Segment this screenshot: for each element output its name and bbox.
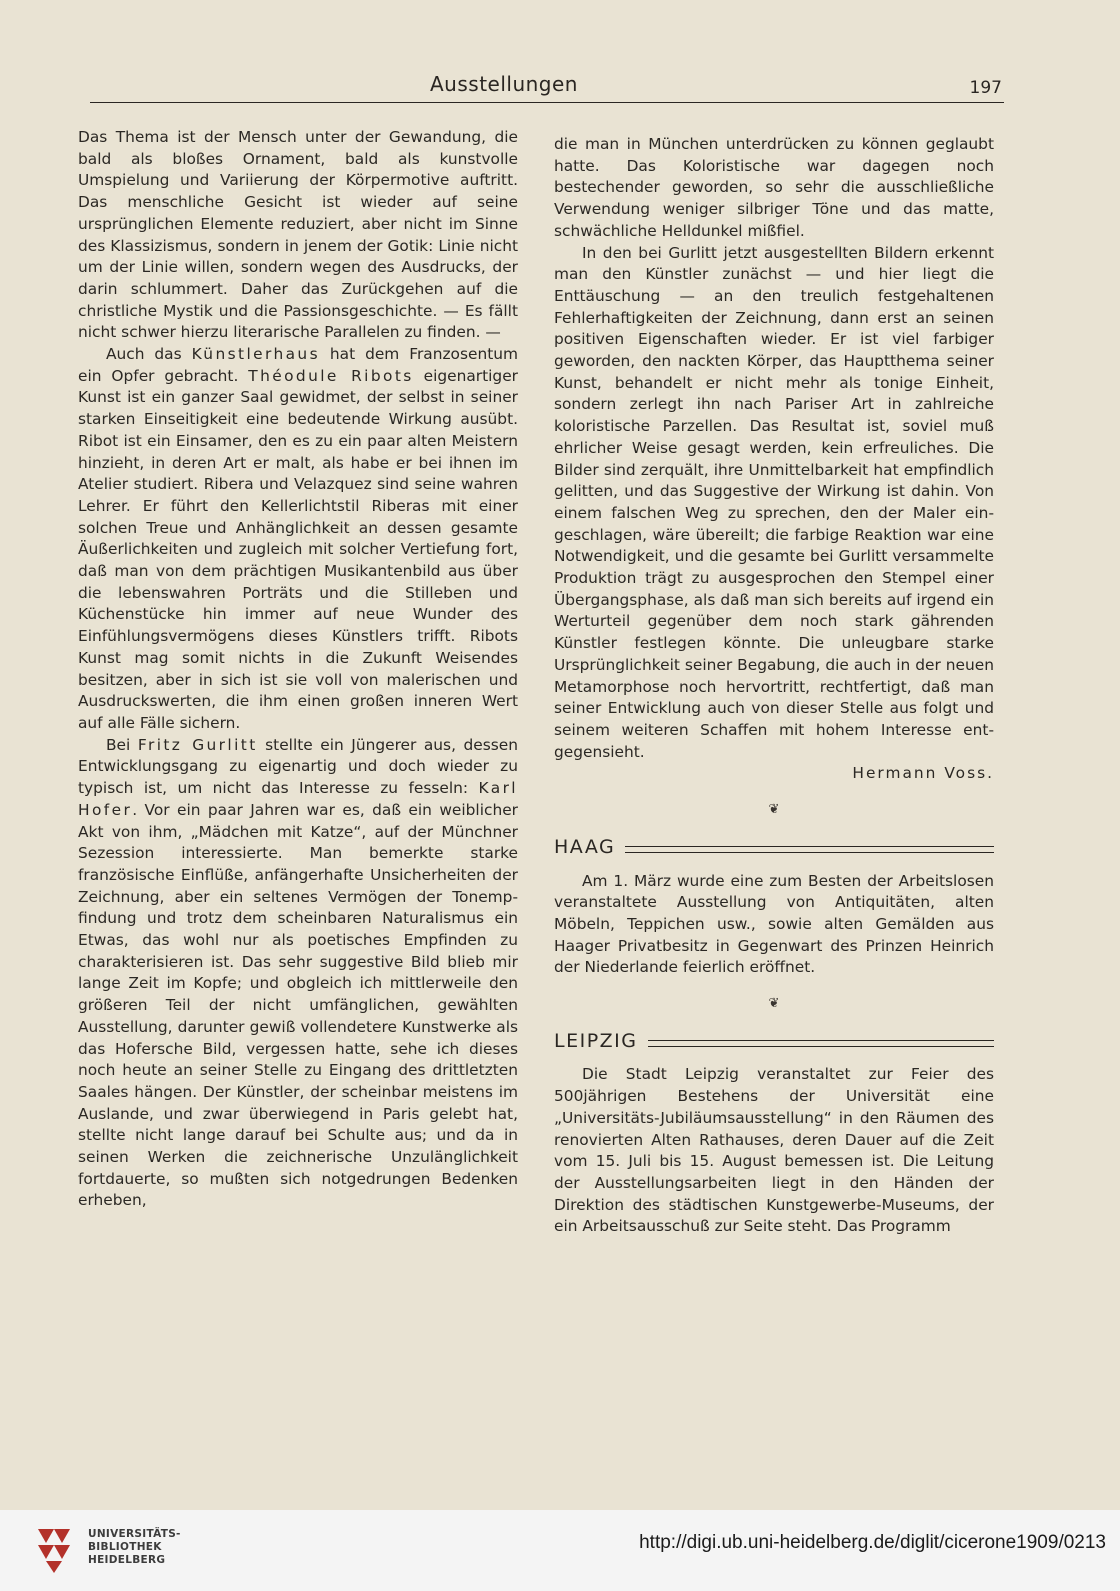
author-signature: Hermann Voss. [852,764,994,783]
header-rule [90,102,1004,103]
paragraph: Das Thema ist der Mensch unter der Gewandung, die bald als bloßes Ornament, bald als kunstvolle Umspielung und Variierung der Körpermotive auftritt. Das menschliche Gesicht ist wieder auf seine ursprünglichen Elemente reduziert, aber nicht im Sinne des Klassizismus, sondern in jenem der Gotik: Linie nicht um der Linie willen, sondern wegen des Ausdrucks, der darin schlummert. Daher das Zurückgehen auf die christliche Mystik und die Passionsgeschichte. — Es fällt nicht schwer hierzu literarische Parallelen zu finden. — [78,128,518,342]
paragraph-haag: Am 1. März wurde eine zum Besten der Arbeitslosen veranstaltete Ausstellung von Antiquitäten, alten Möbeln, Teppichen usw., sowie alten Gemälden aus Haager Privatbesitz in Gegenwart des Prinzen Heinrich der Niederlande feierlich eröffnet. [554,871,994,977]
right-column [554,134,994,1238]
paragraph-kuenstlerhaus [78,344,518,735]
section-heading-leipzig [554,1031,994,1053]
text-run: hat dem Franzosentum ein Opfer gebracht. [78,345,518,385]
spaced-name: Théodule Ribots [248,366,414,385]
spaced-name: Karl Hofer [78,779,518,819]
text-run: Bei [106,735,138,754]
spaced-name: Künstlerhaus [191,345,321,364]
source-url-link[interactable]: http://digi.ub.uni-heidelberg.de/diglit/cicerone1909/0213 [639,1532,1106,1553]
fleuron-ornament-icon: ❦ [768,996,780,1012]
text-run: eigenartiger Kunst ist ein ganzer Saal gewidmet, der selbst in seiner starken Einseitigkeit eine bedeutende Wirkung ausübt. Ribot ist ein Einsamer, den es zu ein paar alten Meistern hinzieht, in deren Art er malt, als habe er bei ihnen im Atelier studiert. Ribera und Velazquez sind seine wahren Lehrer. Er führt den Kellerlichtstil Riberas mit einer solchen Treue und Anhänglichkeit an dessen gesamte Äußerlichkeiten und zugleich mit solcher Vertiefung fort, daß man von dem prächtigen Musikantenbild aus über die lebenswahren Porträts und die Stilleben und Küchenstücke hin immer auf neue Wunder des Einfühlungsvermögens dieses Künstlers trifft. Ribots Kunst mag somit nichts in die Zukunft Weisendes besitzen, aber in sich ist sie voll von malerischen und Ausdruckswerten, die ihm einen großen inneren Wert auf alle Fälle sichern. [78,366,518,732]
left-column [78,127,518,1212]
paragraph-leipzig: Die Stadt Leipzig veranstaltet zur Feier des 500jährigen Bestehens der Universität eine „Universitäts-Jubiläumsausstellung“ in den Räumen des renovierten Alten Rathauses, deren Dauer auf die Zeit vom 15. Juli bis 15. August bemessen ist. Die Leitung der Ausstellungsarbeiten liegt in den Händen der Direktion des städtischen Kunstgewerbe-Museums, der ein Arbeitsausschuß zur Seite steht. Das Programm [554,1065,994,1236]
library-name-line: UNIVERSITÄTS- [88,1528,181,1540]
double-rule [625,846,994,853]
library-name-line: HEIDELBERG [88,1554,166,1566]
section-title: HAAG [554,835,616,858]
paragraph-gurlitt [78,735,518,1212]
section-heading-haag [554,837,994,859]
library-name-line: BIBLIOTHEK [88,1541,162,1553]
paragraph: In den bei Gurlitt jetzt ausgestellten Bildern erkennt man den Künstler zunächst — und hier liegt die Enttäuschung — an den treulich festgehaltenen Fehlerhaftigkeiten der Zeichnung, dann erst an seinen positiven Eigenschaften wieder. Er ist viel farbiger geworden, den nackten Körper, das Hauptthema seiner Kunst, behandelt er nicht mehr als tonige Einheit, sondern zerlegt ihn nach Pariser Art in zahlreiche koloristische Parzellen. Das Resultat ist, soviel muß ehrlicher Weise gesagt werden, kein erfreuliches. Die Bilder sind zerquält, ihre Unmittelbarkeit hat empfindlich gelitten, und das Suggestive der Wirkung ist dahin. Von einem falschen Weg zu sprechen, den der Maler eingeschlagen, wäre übereilt; die farbige Reaktion war eine Notwendigkeit, und die gesamte bei Gurlitt versammelte Produktion trägt zu ausgesprochen den Stempel einer Übergangsphase, als daß man sich bereits auf irgend ein Werturteil gegenüber dem noch stark gährenden Künstler festlegen könnte. Die unleugbare starke Ursprünglichkeit seiner Begabung, die auch in der neuen Metamorphose noch hervortritt, rechtfertigt, daß man seiner Entwicklung auch von dieser Stelle aus folgt und seinem weiteren Schaffen mit hohem Interesse entgegensieht. [554,243,994,761]
section-title: LEIPZIG [554,1029,638,1052]
spaced-name: Fritz Gurlitt [137,735,258,754]
running-header-title: Ausstellungen [430,72,578,96]
double-rule [648,1040,995,1047]
text-run: . Vor ein paar Jahren war es, daß ein weiblicher Akt von ihm, „Mädchen mit Katze“, auf der Münchner Sezession interessierte. Man bemerkte starke französische Einflüße, anfängerhafte Unsicherheiten der Zeichnung, aber ein seltenes Vermögen der Tonempfindung und trotz dem scheinbaren Naturalismus ein Etwas, das wohl nur als poetisches Empfinden zu charakterisieren ist. Das sehr suggestive Bild blieb mir lange Zeit im Kopfe; und obgleich ich mittlerweile den größeren Teil der nicht umfänglichen, gewählten Ausstellung, darunter gewiß vollendetere Kunstwerke als das Hofersche Bild, vergessen hatte, sehe ich dieses noch heute an seiner Stelle zu Eingang des drittletzten Saales hängen. Der Künstler, der scheinbar meistens im Auslande, und zwar überwiegend in Paris gelebt hat, stellte nicht lange darauf bei Schulte aus; und da in seinen Werken die zeichnerische Unzulänglichkeit fortdauerte, so mußten sich notgedrungen Bedenken erheben, [78,800,518,1210]
page-number: 197 [969,78,1002,98]
library-name [88,1528,181,1567]
paragraph: die man in München unterdrücken zu können geglaubt hatte. Das Koloristische war dagegen noch bestechender geworden, so sehr die ausschließliche Verwendung weniger silbriger Töne und das matte, schwächliche Helldunkel mißfiel. [554,135,994,240]
university-library-logo-icon [34,1525,74,1575]
text-run: stellte ein Jüngerer aus, dessen Entwicklungsgang zu eigenartig und doch wieder zu typisch ist, um nicht das Interesse zu fesseln: [78,735,518,798]
fleuron-ornament-icon: ❦ [768,802,780,818]
text-run: Auch das [106,345,192,364]
